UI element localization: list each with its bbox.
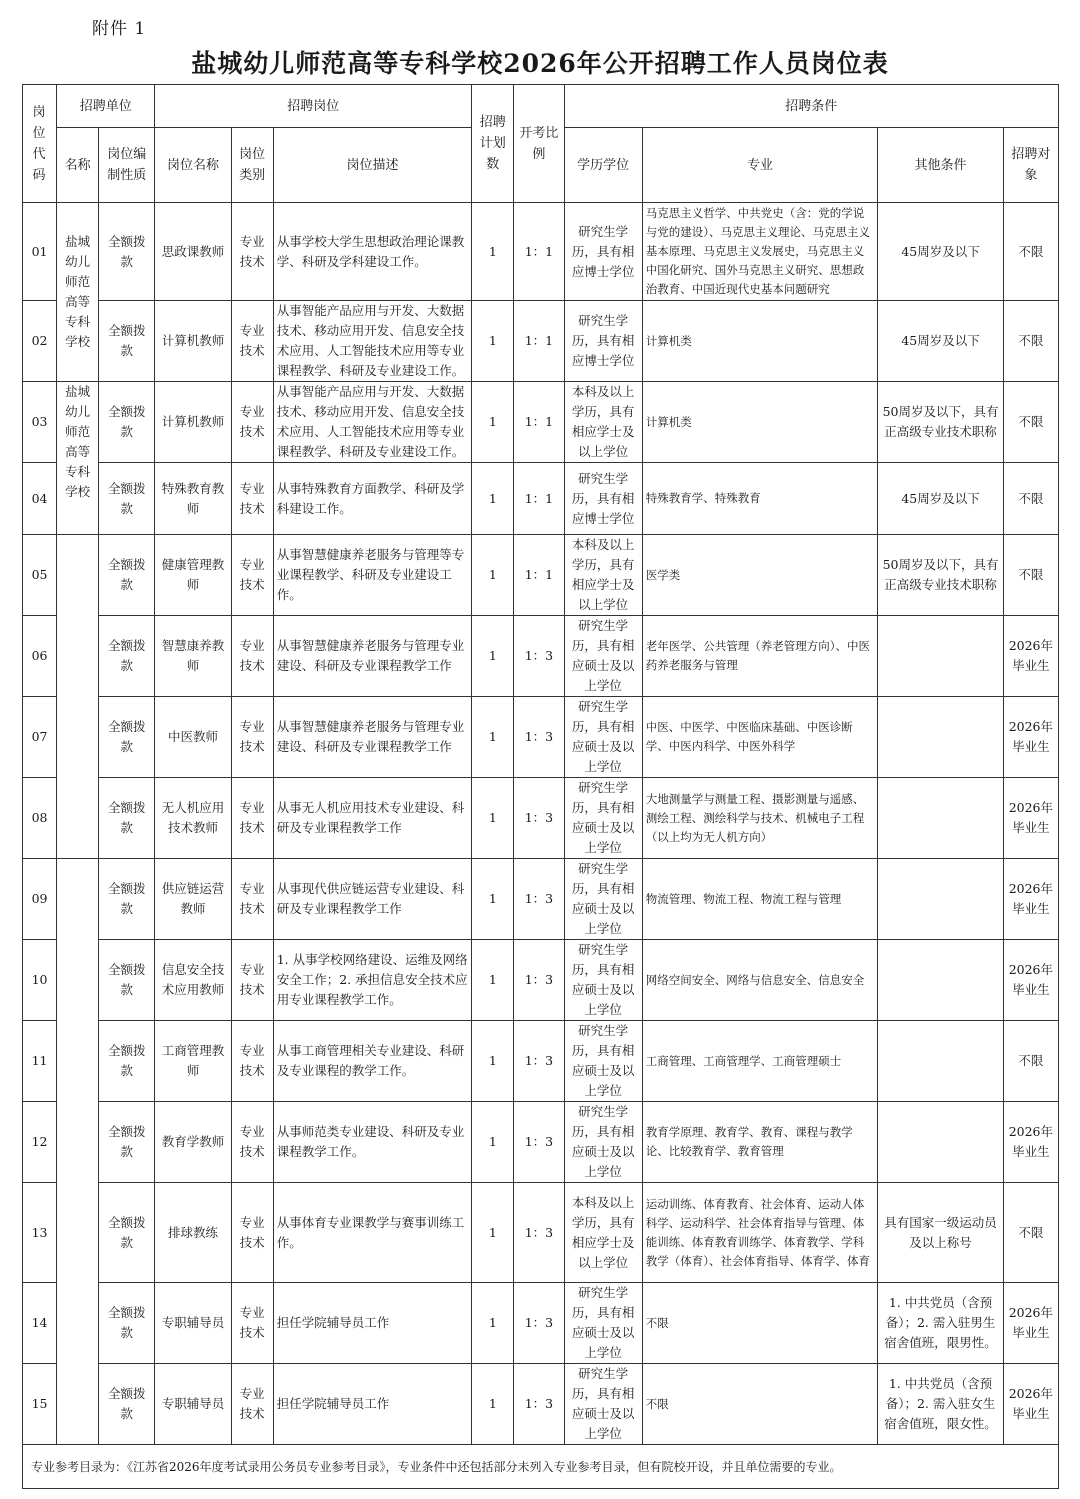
cell-code: 07: [23, 697, 57, 778]
header-major: 专业: [642, 128, 878, 203]
cell-major: 计算机类: [642, 301, 878, 382]
cell-post-name: 中医教师: [155, 697, 231, 778]
cell-edu: 研究生学历，具有相应硕士及以上学位: [564, 859, 642, 940]
cell-post-desc: 从事体育专业课教学与赛事训练工作。: [273, 1183, 472, 1283]
cell-plan: 1: [472, 697, 514, 778]
cell-edu: 本科及以上学历，具有相应学士及以上学位: [564, 1183, 642, 1283]
cell-post-type: 专业技术: [231, 859, 273, 940]
header-plan: 招聘计划数: [472, 85, 514, 203]
cell-other: [878, 940, 1003, 1021]
table-row: [23, 697, 1059, 778]
attachment-label: 附件 1: [92, 19, 147, 39]
cell-nature: 全额拨款: [99, 382, 155, 463]
footnote: 专业参考目录为：《江苏省2026年度考试录用公务员专业参考目录》，专业条件中还包括部分未列入专业参考目录，但有院校开设，并且单位需要的专业。: [23, 1445, 1059, 1489]
cell-post-type: 专业技术: [231, 1021, 273, 1102]
cell-post-desc: 从事智慧健康养老服务与管理等专业课程教学、科研及专业建设工作。: [273, 535, 472, 616]
cell-ratio: 1：3: [514, 1102, 564, 1183]
cell-post-desc: 从事无人机应用技术专业建设、科研及专业课程教学工作: [273, 778, 472, 859]
cell-nature: 全额拨款: [99, 535, 155, 616]
cell-nature: 全额拨款: [99, 859, 155, 940]
cell-major: 物流管理、物流工程、物流工程与管理: [642, 859, 878, 940]
cell-post-name: 排球教练: [155, 1183, 231, 1283]
cell-post-name: 信息安全技术应用教师: [155, 940, 231, 1021]
cell-ratio: 1：3: [514, 859, 564, 940]
cell-post-desc: 从事工商管理相关专业建设、科研及专业课程的教学工作。: [273, 1021, 472, 1102]
cell-edu: 研究生学历，具有相应硕士及以上学位: [564, 940, 642, 1021]
cell-ratio: 1：3: [514, 616, 564, 697]
table-row: [23, 1021, 1059, 1102]
cell-post-name: 健康管理教师: [155, 535, 231, 616]
cell-edu: 本科及以上学历，具有相应学士及以上学位: [564, 382, 642, 463]
cell-plan: 1: [472, 1283, 514, 1364]
cell-target: 不限: [1003, 301, 1058, 382]
cell-edu: 研究生学历，具有相应博士学位: [564, 203, 642, 301]
cell-plan: 1: [472, 301, 514, 382]
cell-post-name: 专职辅导员: [155, 1283, 231, 1364]
cell-post-desc: 从事师范类专业建设、科研及专业课程教学工作。: [273, 1102, 472, 1183]
cell-major: 不限: [642, 1364, 878, 1445]
table-row: [23, 778, 1059, 859]
cell-target: 2026年毕业生: [1003, 940, 1058, 1021]
cell-post-type: 专业技术: [231, 301, 273, 382]
cell-other: 50周岁及以下，具有正高级专业技术职称: [878, 535, 1003, 616]
cell-post-name: 供应链运营教师: [155, 859, 231, 940]
table-row: [23, 1283, 1059, 1364]
cell-edu: 研究生学历，具有相应硕士及以上学位: [564, 778, 642, 859]
cell-post-name: 工商管理教师: [155, 1021, 231, 1102]
table-body: [23, 203, 1059, 1445]
table-row: [23, 859, 1059, 940]
cell-nature: 全额拨款: [99, 1102, 155, 1183]
cell-post-desc: 1. 从事学校网络建设、运维及网络安全工作；2. 承担信息安全技术应用专业课程教学工作。: [273, 940, 472, 1021]
cell-target: 2026年毕业生: [1003, 859, 1058, 940]
cell-post-type: 专业技术: [231, 535, 273, 616]
header-edu: 学历学位: [564, 128, 642, 203]
cell-code: 14: [23, 1283, 57, 1364]
cell-nature: 全额拨款: [99, 778, 155, 859]
cell-code: 06: [23, 616, 57, 697]
cell-plan: 1: [472, 778, 514, 859]
header-post: 招聘岗位: [155, 85, 472, 128]
cell-code: 09: [23, 859, 57, 940]
cell-edu: 本科及以上学历，具有相应学士及以上学位: [564, 535, 642, 616]
table-row: [23, 1102, 1059, 1183]
cell-target: 不限: [1003, 463, 1058, 535]
cell-other: 1. 中共党员（含预备）；2. 需入驻男生宿舍值班，限男性。: [878, 1283, 1003, 1364]
table-row: [23, 1364, 1059, 1445]
cell-major: 老年医学、公共管理（养老管理方向）、中医药养老服务与管理: [642, 616, 878, 697]
cell-post-name: 无人机应用技术教师: [155, 778, 231, 859]
table-row: [23, 463, 1059, 535]
cell-edu: 研究生学历，具有相应博士学位: [564, 301, 642, 382]
table-row: [23, 203, 1059, 301]
cell-other: 50周岁及以下，具有正高级专业技术职称: [878, 382, 1003, 463]
cell-major: 计算机类: [642, 382, 878, 463]
cell-plan: 1: [472, 203, 514, 301]
cell-nature: 全额拨款: [99, 1283, 155, 1364]
cell-edu: 研究生学历，具有相应硕士及以上学位: [564, 616, 642, 697]
header-code: 岗位代码: [23, 85, 57, 203]
cell-target: 不限: [1003, 1021, 1058, 1102]
cell-major: 中医、中医学、中医临床基础、中医诊断学、中医内科学、中医外科学: [642, 697, 878, 778]
cell-post-type: 专业技术: [231, 940, 273, 1021]
cell-other: [878, 697, 1003, 778]
cell-post-type: 专业技术: [231, 1283, 273, 1364]
cell-target: 2026年毕业生: [1003, 1364, 1058, 1445]
cell-target: 2026年毕业生: [1003, 616, 1058, 697]
table-row: [23, 616, 1059, 697]
cell-plan: 1: [472, 1021, 514, 1102]
cell-code: 15: [23, 1364, 57, 1445]
cell-ratio: 1：3: [514, 1021, 564, 1102]
header-other: 其他条件: [878, 128, 1003, 203]
cell-unit-name-empty: [57, 859, 99, 1445]
cell-major: 教育学原理、教育学、教育、课程与教学论、比较教育学、教育管理: [642, 1102, 878, 1183]
cell-other: [878, 1102, 1003, 1183]
cell-nature: 全额拨款: [99, 1021, 155, 1102]
cell-major: 工商管理、工商管理学、工商管理硕士: [642, 1021, 878, 1102]
cell-post-name: 智慧康养教师: [155, 616, 231, 697]
cell-nature: 全额拨款: [99, 940, 155, 1021]
cell-other: 45周岁及以下: [878, 301, 1003, 382]
table-row: [23, 940, 1059, 1021]
cell-target: 2026年毕业生: [1003, 1283, 1058, 1364]
header-post-type: 岗位类别: [231, 128, 273, 203]
cell-code: 11: [23, 1021, 57, 1102]
cell-edu: 研究生学历，具有相应博士学位: [564, 463, 642, 535]
cell-post-desc: 从事学校大学生思想政治理论课教学、科研及学科建设工作。: [273, 203, 472, 301]
cell-target: 不限: [1003, 382, 1058, 463]
cell-post-desc: 从事特殊教育方面教学、科研及学科建设工作。: [273, 463, 472, 535]
cell-code: 08: [23, 778, 57, 859]
cell-target: 不限: [1003, 203, 1058, 301]
cell-post-type: 专业技术: [231, 616, 273, 697]
table-row: [23, 382, 1059, 463]
cell-ratio: 1：3: [514, 1183, 564, 1283]
cell-plan: 1: [472, 1183, 514, 1283]
cell-edu: 研究生学历，具有相应硕士及以上学位: [564, 697, 642, 778]
cell-plan: 1: [472, 463, 514, 535]
cell-code: 03: [23, 382, 57, 463]
header-unit: 招聘单位: [57, 85, 155, 128]
cell-ratio: 1：3: [514, 1364, 564, 1445]
cell-post-type: 专业技术: [231, 697, 273, 778]
header-post-name: 岗位名称: [155, 128, 231, 203]
cell-code: 04: [23, 463, 57, 535]
cell-post-desc: 担任学院辅导员工作: [273, 1283, 472, 1364]
cell-other: [878, 616, 1003, 697]
header-conditions: 招聘条件: [564, 85, 1059, 128]
cell-plan: 1: [472, 859, 514, 940]
cell-unit-name: 盐城幼儿师范高等专科学校: [57, 382, 99, 535]
cell-target: 不限: [1003, 535, 1058, 616]
cell-post-type: 专业技术: [231, 778, 273, 859]
cell-code: 12: [23, 1102, 57, 1183]
cell-other: [878, 859, 1003, 940]
cell-plan: 1: [472, 616, 514, 697]
table-row: [23, 535, 1059, 616]
cell-plan: 1: [472, 382, 514, 463]
cell-major: 医学类: [642, 535, 878, 616]
cell-edu: 研究生学历，具有相应硕士及以上学位: [564, 1364, 642, 1445]
cell-nature: 全额拨款: [99, 463, 155, 535]
cell-other: 具有国家一级运动员及以上称号: [878, 1183, 1003, 1283]
cell-nature: 全额拨款: [99, 616, 155, 697]
cell-post-desc: 从事智能产品应用与开发、大数据技术、移动应用开发、信息安全技术应用、人工智能技术应用等专业课程教学、科研及专业建设工作。: [273, 382, 472, 463]
table-header: [23, 85, 1059, 203]
cell-post-name: 特殊教育教师: [155, 463, 231, 535]
cell-other: [878, 1021, 1003, 1102]
cell-edu: 研究生学历，具有相应硕士及以上学位: [564, 1021, 642, 1102]
cell-unit-name-empty: [57, 535, 99, 859]
cell-nature: 全额拨款: [99, 1183, 155, 1283]
cell-code: 10: [23, 940, 57, 1021]
cell-plan: 1: [472, 1102, 514, 1183]
cell-major: 马克思主义哲学、中共党史（含：党的学说与党的建设）、马克思主义理论、马克思主义基本原理、马克思主义发展史，马克思主义中国化研究、国外马克思主义研究、思想政治教育、中国近现代史基本问题研究: [642, 203, 878, 301]
header-unit-name: 名称: [57, 128, 99, 203]
cell-target: 2026年毕业生: [1003, 1102, 1058, 1183]
cell-post-type: 专业技术: [231, 203, 273, 301]
cell-plan: 1: [472, 1364, 514, 1445]
cell-target: 不限: [1003, 1183, 1058, 1283]
cell-code: 05: [23, 535, 57, 616]
cell-other: 1. 中共党员（含预备）；2. 需入驻女生宿舍值班，限女性。: [878, 1364, 1003, 1445]
header-post-desc: 岗位描述: [273, 128, 472, 203]
cell-edu: 研究生学历，具有相应硕士及以上学位: [564, 1102, 642, 1183]
cell-ratio: 1：1: [514, 463, 564, 535]
cell-major: 不限: [642, 1283, 878, 1364]
cell-ratio: 1：3: [514, 1283, 564, 1364]
cell-post-type: 专业技术: [231, 382, 273, 463]
cell-other: 45周岁及以下: [878, 463, 1003, 535]
cell-ratio: 1：1: [514, 301, 564, 382]
header-ratio: 开考比例: [514, 85, 564, 203]
cell-post-type: 专业技术: [231, 1102, 273, 1183]
cell-nature: 全额拨款: [99, 203, 155, 301]
header-target: 招聘对象: [1003, 128, 1058, 203]
table-row: [23, 301, 1059, 382]
cell-major: 特殊教育学、特殊教育: [642, 463, 878, 535]
cell-edu: 研究生学历，具有相应硕士及以上学位: [564, 1283, 642, 1364]
table-row: [23, 1183, 1059, 1283]
cell-major: 大地测量学与测量工程、摄影测量与遥感、测绘工程、测绘科学与技术、机械电子工程（以上均为无人机方向）: [642, 778, 878, 859]
cell-post-name: 专职辅导员: [155, 1364, 231, 1445]
cell-ratio: 1：1: [514, 203, 564, 301]
cell-unit-name: 盐城幼儿师范高等专科学校: [57, 203, 99, 382]
cell-ratio: 1：1: [514, 535, 564, 616]
cell-code: 01: [23, 203, 57, 301]
cell-other: [878, 778, 1003, 859]
cell-post-type: 专业技术: [231, 1364, 273, 1445]
cell-plan: 1: [472, 535, 514, 616]
cell-post-name: 计算机教师: [155, 382, 231, 463]
cell-ratio: 1：1: [514, 382, 564, 463]
cell-post-desc: 担任学院辅导员工作: [273, 1364, 472, 1445]
cell-post-type: 专业技术: [231, 1183, 273, 1283]
cell-plan: 1: [472, 940, 514, 1021]
cell-target: 2026年毕业生: [1003, 778, 1058, 859]
recruitment-table: [22, 84, 1059, 1489]
cell-post-name: 思政课教师: [155, 203, 231, 301]
cell-ratio: 1：3: [514, 778, 564, 859]
cell-nature: 全额拨款: [99, 697, 155, 778]
cell-major: 运动训练、体育教育、社会体育、运动人体科学、运动科学、社会体育指导与管理、体能训练、体育教育训练学、体育教学、学科教学（体育）、社会体育指导、体育学、体育: [642, 1183, 878, 1283]
cell-nature: 全额拨款: [99, 1364, 155, 1445]
cell-other: 45周岁及以下: [878, 203, 1003, 301]
cell-post-desc: 从事现代供应链运营专业建设、科研及专业课程教学工作: [273, 859, 472, 940]
cell-nature: 全额拨款: [99, 301, 155, 382]
cell-post-desc: 从事智慧健康养老服务与管理专业建设、科研及专业课程教学工作: [273, 616, 472, 697]
cell-post-name: 计算机教师: [155, 301, 231, 382]
cell-post-desc: 从事智能产品应用与开发、大数据技术、移动应用开发、信息安全技术应用、人工智能技术应用等专业课程教学、科研及专业建设工作。: [273, 301, 472, 382]
cell-post-name: 教育学教师: [155, 1102, 231, 1183]
cell-ratio: 1：3: [514, 940, 564, 1021]
cell-target: 2026年毕业生: [1003, 697, 1058, 778]
cell-major: 网络空间安全、网络与信息安全、信息安全: [642, 940, 878, 1021]
cell-post-desc: 从事智慧健康养老服务与管理专业建设、科研及专业课程教学工作: [273, 697, 472, 778]
cell-ratio: 1：3: [514, 697, 564, 778]
cell-post-type: 专业技术: [231, 463, 273, 535]
page-title: 盐城幼儿师范高等专科学校2026年公开招聘工作人员岗位表: [191, 49, 889, 78]
cell-code: 13: [23, 1183, 57, 1283]
cell-code: 02: [23, 301, 57, 382]
header-unit-nature: 岗位编制性质: [99, 128, 155, 203]
